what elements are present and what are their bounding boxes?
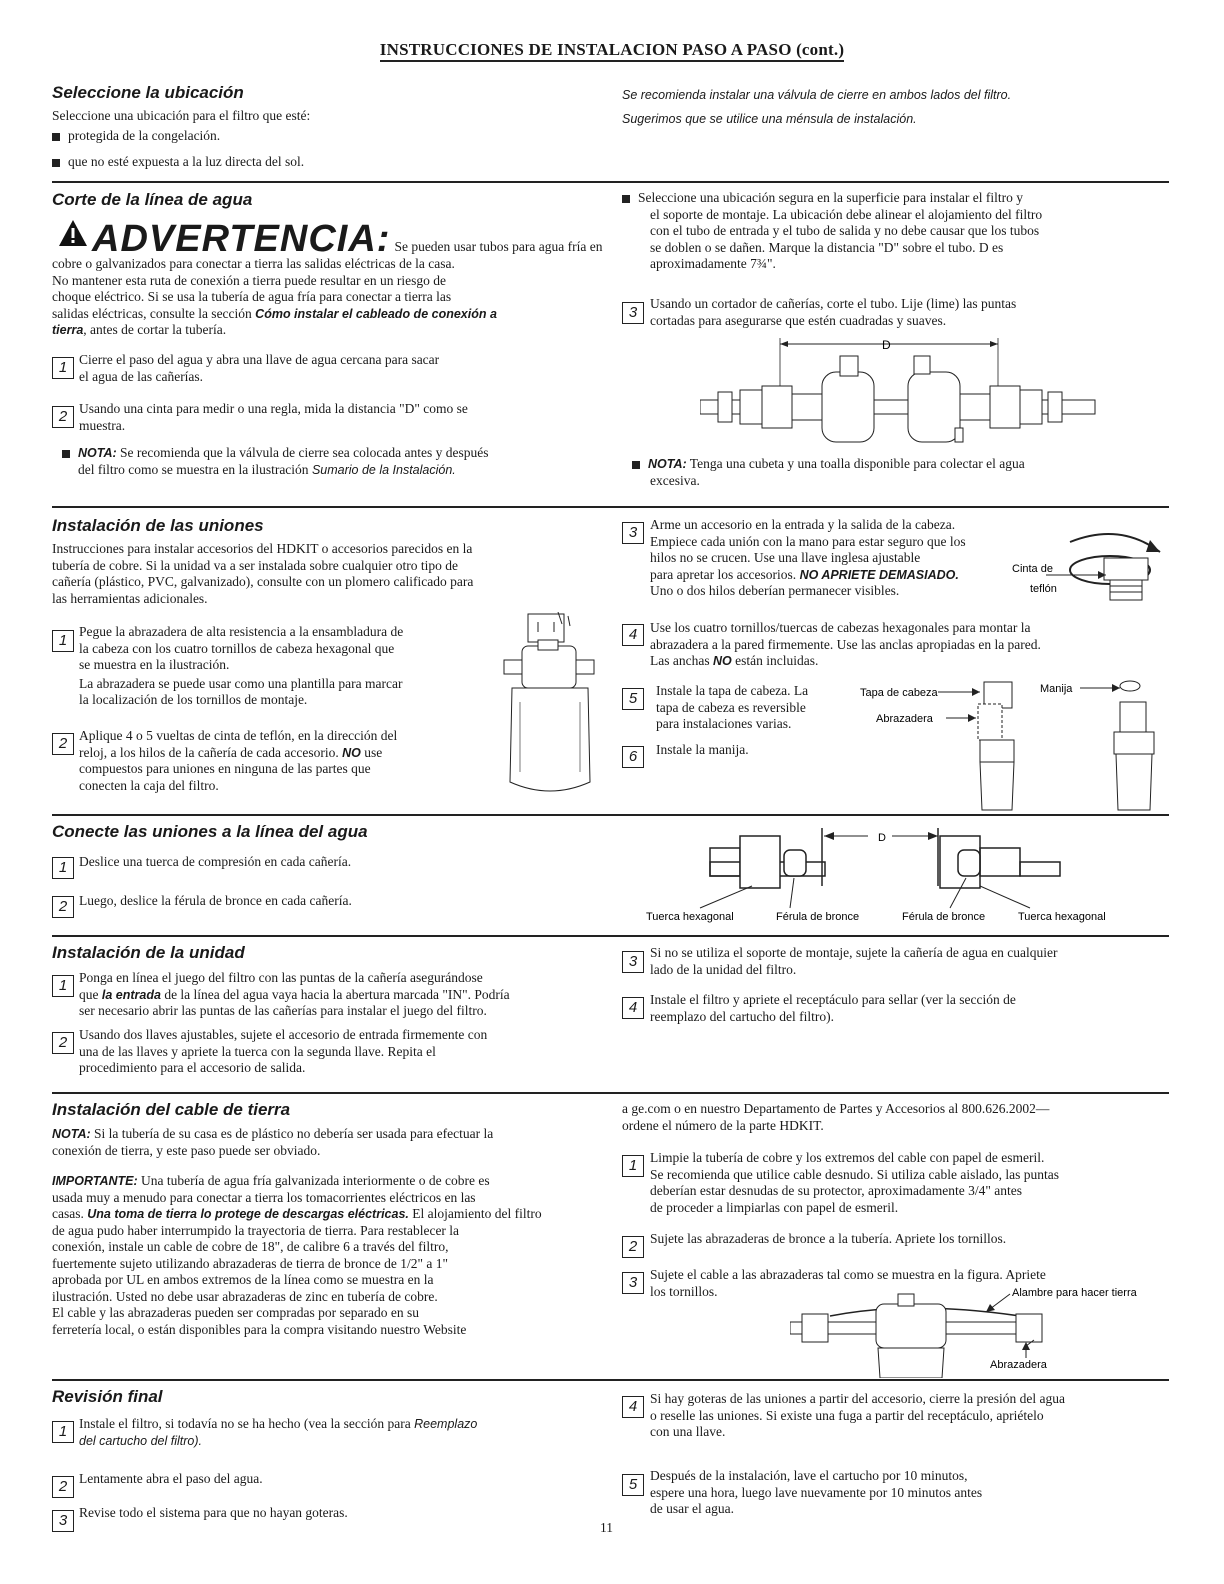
unit-step-4: Instale el filtro y apriete el receptáculo para sellar (ver la sección de reemplazo del cartucho del filtro). xyxy=(650,992,1016,1024)
section-heading-connect: Conecte las uniones a la línea del agua xyxy=(52,822,368,841)
step-number: 4 xyxy=(622,624,644,646)
ground-importante: IMPORTANTE: Una tubería de agua fría galvanizada interiormente o de cobre es usada muy a menudo para conectar a tierra los tomacorrientes eléctricos en las casas. Una toma de tierra lo protege de descargas eléctricas. El alojamiento del filtro de agua pudo haber interrumpido la trayectoria de tierra. Para restablecer la conexión, instale un cable de cobre de 18", de calibre 6 a través del filtro, fuertemente sujeto utilizando abrazaderas de tierra de bronce de 1/2" a 1" aprobada por UL en ambos extremos de la línea como se muestra en la ilustración. Usted no debe usar abrazaderas de zinc en tubería de cobre. El cable y las abrazaderas pueden ser compradas por separado en su ferretería local, o están disponibles para la compra visitando nuestro Website xyxy=(52,1173,542,1337)
step-number: 3 xyxy=(622,951,644,973)
fitting-label: Férula de bronce xyxy=(902,911,986,923)
unions-step-1: Pegue la abrazadera de alta resistencia a la ensambladura de la cabeza con los cuatro tornillos de cabeza hexagonal que se muestra en la ilustración. La abrazadera se puede usar como una plantilla para marcar la localización de los tornillos de montaje. xyxy=(79,624,404,707)
unions-step-6: Instale la manija. xyxy=(656,742,749,757)
tape-label: Cinta de xyxy=(1012,563,1053,575)
teflon-label: teflón xyxy=(1030,583,1057,595)
cap-label: Tapa de cabeza xyxy=(860,687,938,699)
step-number: 1 xyxy=(52,357,74,379)
unit-step-2: Usando dos llaves ajustables, sujete el accesorio de entrada firmemente con una de las llaves y apriete la tuerca con la segunda llave. Repita el procedimiento para el accesorio de salida. xyxy=(79,1027,488,1075)
ground-nota: NOTA: Si la tubería de su casa es de plástico no debería ser usada para efectuar la conexión de tierra, y este paso puede ser obviado. xyxy=(52,1126,494,1158)
final-step-5: Después de la instalación, lave el cartucho por 10 minutos, espere una hora, luego lave nuevamente por 10 minutos antes de usar el agua. xyxy=(650,1468,983,1516)
location-intro: Seleccione una ubicación para el filtro que esté: xyxy=(52,108,311,123)
final-step-2: Lentamente abra el paso del agua. xyxy=(79,1471,263,1486)
unions-step-5: Instale la tapa de cabeza. La tapa de cabeza es reversible para instalaciones varias. xyxy=(656,683,809,731)
divider xyxy=(52,1092,1169,1094)
step-number: 5 xyxy=(622,1474,644,1496)
step-number: 3 xyxy=(622,302,644,324)
fitting-label: Tuerca hexagonal xyxy=(1018,911,1106,923)
page-title: INSTRUCCIONES DE INSTALACION PASO A PASO (cont.) xyxy=(0,40,1224,60)
location-note: Sugerimos que se utilice una ménsula de instalación. xyxy=(622,112,917,126)
warning-text: cobre o galvanizados para conectar a tierra las salidas eléctricas de la casa. No mantener esta ruta de conexión a tierra puede resultar en un riesgo de choque eléctrico. Si se usa la tubería de agua fría para conectar a tierra las salidas eléctricas, consulte la sección Cómo instalar el cableado de conexión a tierra, antes de cortar la tubería. xyxy=(52,256,497,337)
warning-title: ADVERTENCIA: xyxy=(92,218,391,260)
handle-label: Manija xyxy=(1040,683,1073,695)
ground-step-2: Sujete las abrazaderas de bronce a la tubería. Apriete los tornillos. xyxy=(650,1231,1007,1246)
connect-step-2: Luego, deslice la férula de bronce en cada cañería. xyxy=(79,893,352,908)
section-heading-ground: Instalación del cable de tierra xyxy=(52,1100,291,1119)
cut-nota-2: NOTA: Tenga una cubeta y una toalla disponible para colectar el agua excesiva. xyxy=(632,456,1025,489)
warning-icon xyxy=(58,219,88,252)
step-number: 5 xyxy=(622,688,644,710)
unit-step-1: Ponga en línea el juego del filtro con las puntas de la cañería asegurándose que la entrada de la línea del agua vaya hacia la abertura marcada "IN". Podría ser necesario abrir las puntas de las cañerías para instalar el juego del filtro. xyxy=(79,970,510,1018)
step-number: 3 xyxy=(622,1272,644,1294)
cap-handle-illustration xyxy=(858,674,1170,812)
final-step-1: Instale el filtro, si todavía no se ha hecho (vea la sección para Reemplazo del cartucho del filtro). xyxy=(79,1416,478,1448)
filter-bracket-illustration xyxy=(498,612,606,802)
cut-right-text: Seleccione una ubicación segura en la superficie para instalar el filtro y el soporte de montaje. La ubicación debe alinear el alojamiento del filtro con el tubo de entrada y el tubo de salida y no debe causar que los tubos se doblen o se dañen. Marque la distancia "D" sobre el tubo. D es aproximadamente 7¾". xyxy=(622,190,1162,273)
section-heading-unit: Instalación de la unidad xyxy=(52,943,245,962)
section-heading-cut: Corte de la línea de agua xyxy=(52,190,253,209)
step-number: 2 xyxy=(52,1476,74,1498)
step-number: 4 xyxy=(622,1396,644,1418)
step-number: 1 xyxy=(622,1155,644,1177)
page-number: 11 xyxy=(600,1520,613,1535)
cut-step-1: Cierre el paso del agua y abra una llave de agua cercana para sacar el agua de las cañerías. xyxy=(79,352,440,384)
compression-fitting-diagram xyxy=(640,826,1130,926)
step-number: 1 xyxy=(52,975,74,997)
cut-nota: NOTA: Se recomienda que la válvula de cierre sea colocada antes y después del filtro como se muestra en la ilustración Sumario de la Instalación. xyxy=(62,445,489,478)
fitting-label: Tuerca hexagonal xyxy=(646,911,734,923)
step-number: 2 xyxy=(52,406,74,428)
location-bullet: que no esté expuesta a la luz directa del sol. xyxy=(52,154,304,171)
fitting-label: Férula de bronce xyxy=(776,911,860,923)
distance-label: D xyxy=(882,338,891,352)
location-bullet: protegida de la congelación. xyxy=(52,128,220,145)
teflon-tape-illustration xyxy=(1010,512,1170,624)
step-number: 1 xyxy=(52,857,74,879)
step-number: 4 xyxy=(622,997,644,1019)
step-number: 2 xyxy=(52,896,74,918)
pipe-distance-diagram xyxy=(700,332,1100,452)
unions-step-3: Arme un accesorio en la entrada y la salida de la cabeza. Empiece cada unión con la mano para estar seguro que los hilos no se crucen. Use una llave inglesa ajustable para apretar los accesorios. NO APRIETE DEMASIADO. Uno o dos hilos deberían permanecer visibles. xyxy=(650,517,966,598)
step-number: 1 xyxy=(52,1421,74,1443)
step-number: 2 xyxy=(622,1236,644,1258)
unions-intro: Instrucciones para instalar accesorios del HDKIT o accesorios parecidos en la tubería de cobre. Si la unidad va a ser instalada sobre cualquier otro tipo de cañería (plástico, PVC, galvanizado), consulte con un plomero calificado para las herramientas adicionales. xyxy=(52,541,474,606)
final-step-4: Si hay goteras de las uniones a partir del accesorio, cierre la presión del agua o reselle las uniones. Si existe una fuga a partir del receptáculo, apriételo con una llave. xyxy=(650,1391,1065,1439)
divider xyxy=(52,1379,1169,1381)
divider xyxy=(52,935,1169,937)
section-heading-location: Seleccione la ubicación xyxy=(52,83,244,102)
section-heading-final: Revisión final xyxy=(52,1387,163,1406)
step-number: 1 xyxy=(52,630,74,652)
divider xyxy=(52,814,1169,816)
step-number: 6 xyxy=(622,746,644,768)
unions-step-4: Use los cuatro tornillos/tuercas de cabezas hexagonales para montar la abrazadera a la pared firmemente. Use las anclas apropiadas en la pared. Las anchas NO están incluidas. xyxy=(650,620,1041,668)
unit-step-3: Si no se utiliza el soporte de montaje, sujete la cañería de agua en cualquier lado de la unidad del filtro. xyxy=(650,945,1058,977)
location-note: Se recomienda instalar una válvula de cierre en ambos lados del filtro. xyxy=(622,88,1012,102)
connect-step-1: Deslice una tuerca de compresión en cada cañería. xyxy=(79,854,352,869)
cut-step-2: Usando una cinta para medir o una regla, mida la distancia "D" como se muestra. xyxy=(79,401,468,433)
step-number: 2 xyxy=(52,1032,74,1054)
step-number: 3 xyxy=(622,522,644,544)
distance-label: D xyxy=(878,832,886,844)
ground-right-text: a ge.com o en nuestro Departamento de Partes y Accesorios al 800.626.2002— ordene el número de la parte HDKIT. xyxy=(622,1101,1050,1133)
ground-step-3: Sujete el cable a las abrazaderas tal como se muestra en la figura. Apriete los tornillos. xyxy=(650,1267,1046,1299)
wire-label: Alambre para hacer tierra xyxy=(1012,1287,1137,1299)
final-step-3: Revise todo el sistema para que no hayan goteras. xyxy=(79,1505,348,1520)
step-number: 3 xyxy=(52,1510,74,1532)
warning-block: ADVERTENCIA: Se pueden usar tubos para agua fría en xyxy=(58,218,602,261)
clamp-label: Abrazadera xyxy=(990,1359,1047,1371)
step-number: 2 xyxy=(52,733,74,755)
unions-step-2: Aplique 4 o 5 vueltas de cinta de teflón, en la dirección del reloj, a los hilos de la cañería de cada accesorio. NO use compuestos para uniones en ninguna de las partes que conecten la caja del filtro. xyxy=(79,728,398,793)
section-heading-unions: Instalación de las uniones xyxy=(52,516,264,535)
ground-wire-illustration xyxy=(790,1282,1170,1378)
bracket-label: Abrazadera xyxy=(876,713,933,725)
ground-step-1: Limpie la tubería de cobre y los extremos del cable con papel de esmeril. Se recomienda que utilice cable desnudo. Si utiliza cable aislado, las puntas deberían estar desnudas de su protector, aproximadamente 3/4" antes de proceder a limpiarlas con papel de esmeril. xyxy=(650,1150,1059,1215)
cut-step-3: Usando un cortador de cañerías, corte el tubo. Lije (lime) las puntas cortadas para asegurarse que estén cuadradas y suaves. xyxy=(650,296,1017,328)
divider xyxy=(52,506,1169,508)
divider xyxy=(52,181,1169,183)
